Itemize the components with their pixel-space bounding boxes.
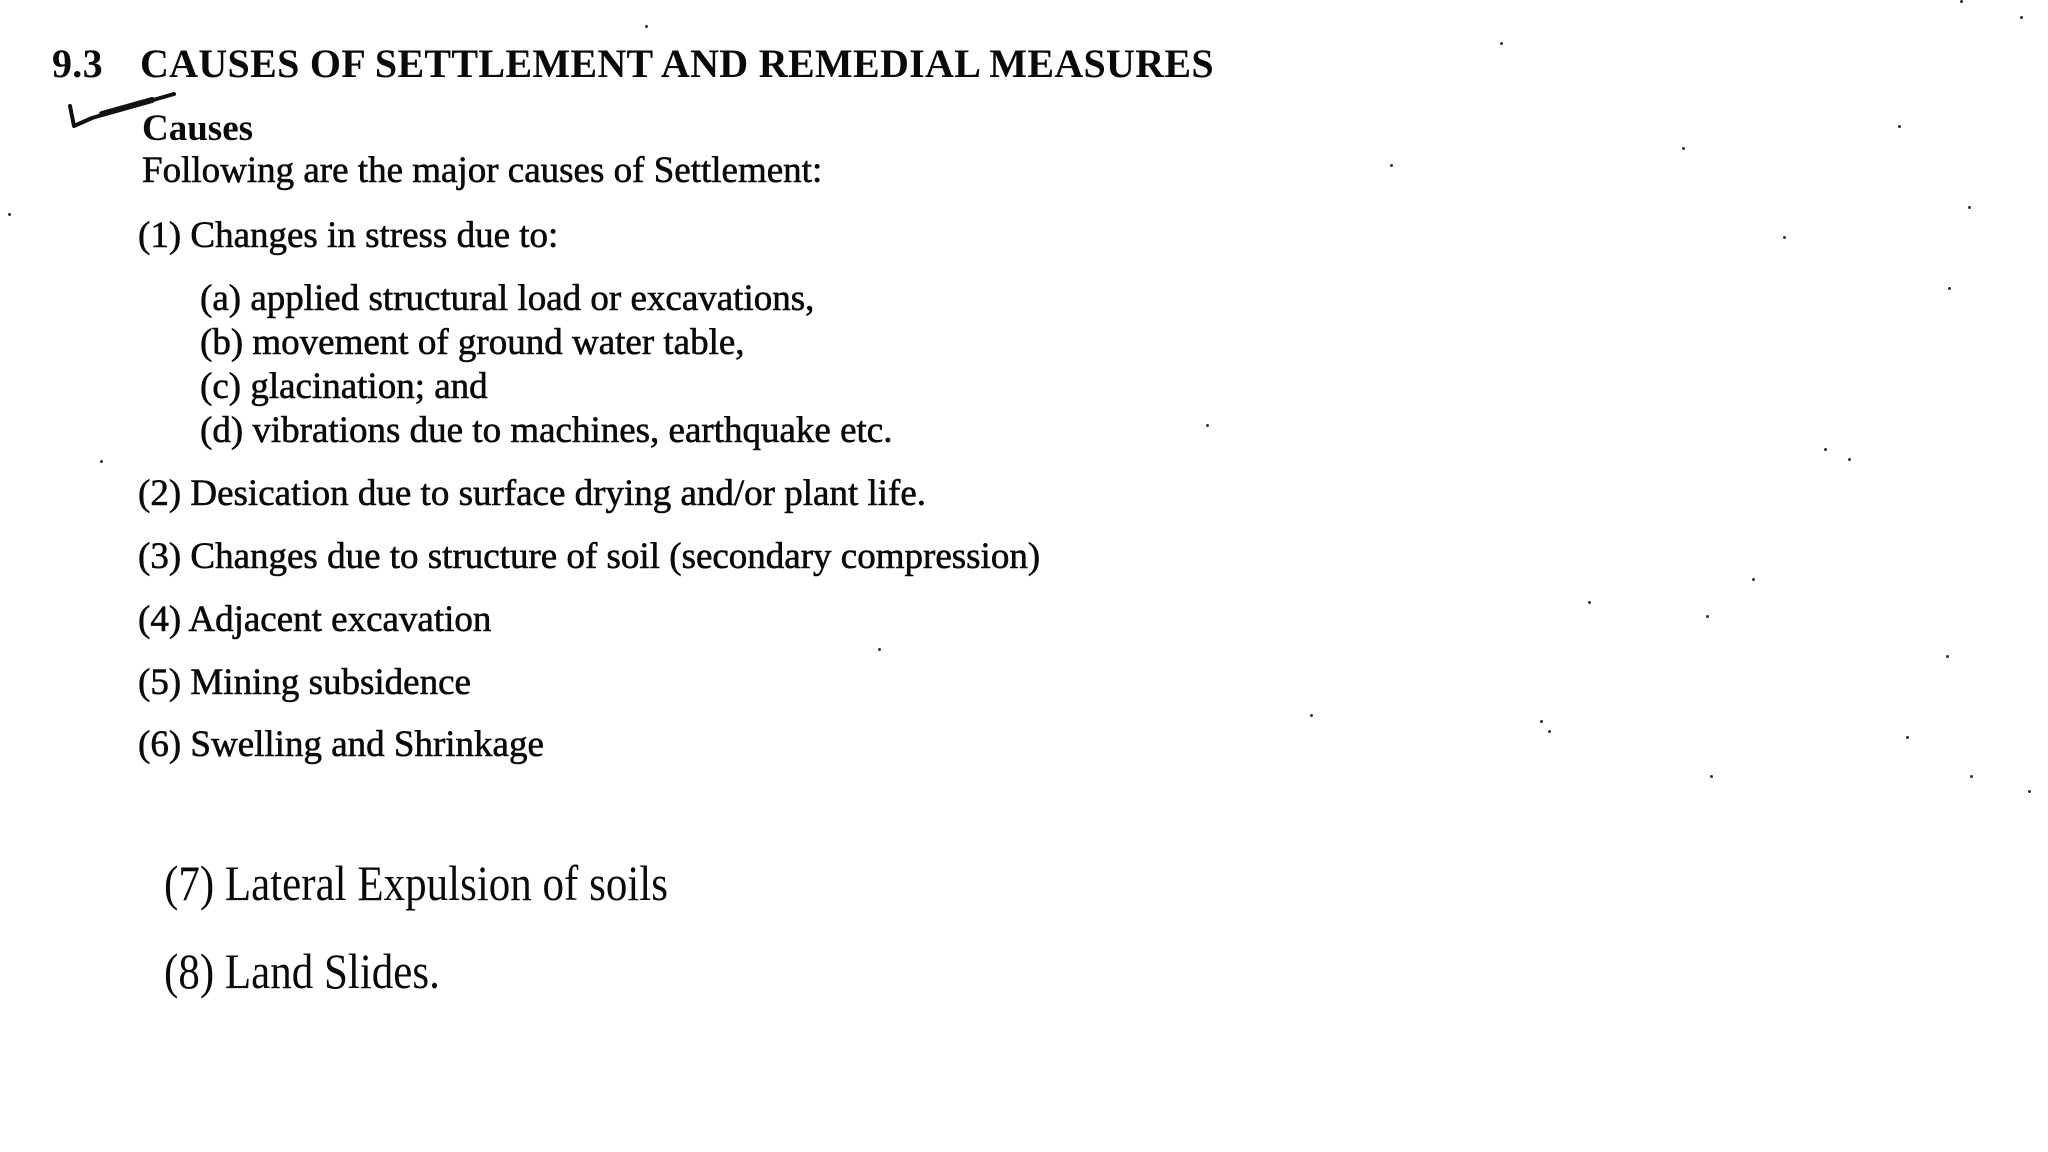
scan-speck (878, 648, 881, 651)
scan-speck (1682, 147, 1685, 150)
scan-speck (1588, 601, 1591, 604)
section-title: CAUSES OF SETTLEMENT AND REMEDIAL MEASURES (140, 41, 1214, 86)
scan-speck (1206, 424, 1209, 427)
scan-speck (1946, 655, 1949, 658)
cause-item-6: (6) Swelling and Shrinkage (138, 724, 544, 765)
scan-speck (1783, 236, 1786, 239)
scan-speck (1848, 458, 1851, 461)
scan-speck (1968, 206, 1971, 209)
scan-speck (8, 213, 11, 216)
cause-item-4: (4) Adjacent excavation (138, 599, 492, 640)
section-number: 9.3 (52, 41, 103, 86)
scan-speck (1970, 775, 1973, 778)
cause-subitem-b: (b) movement of ground water table, (200, 322, 745, 363)
scan-speck (1960, 0, 1963, 3)
cause-subitem-c: (c) glacination; and (200, 366, 488, 407)
scan-speck (1906, 736, 1909, 739)
scan-speck (1540, 720, 1543, 723)
scan-speck (1898, 125, 1901, 128)
scan-speck (1310, 714, 1313, 717)
cause-item-5: (5) Mining subsidence (138, 662, 471, 703)
scan-speck (645, 25, 648, 28)
scan-speck (1710, 775, 1713, 778)
scan-speck (2020, 16, 2023, 19)
cause-item-3: (3) Changes due to structure of soil (secondary compression) (138, 536, 1041, 577)
cause-item-7: (7) Lateral Expulsion of soils (164, 855, 668, 911)
scan-speck (100, 460, 103, 463)
section-heading (52, 41, 1214, 86)
intro-text: Following are the major causes of Settlement: (142, 150, 823, 191)
cause-item-8: (8) Land Slides. (164, 943, 440, 999)
scan-speck (1548, 730, 1551, 733)
scan-speck (1752, 578, 1755, 581)
cause-subitem-a: (a) applied structural load or excavations, (200, 278, 815, 319)
cause-item-2: (2) Desication due to surface drying and/or plant life. (138, 473, 927, 514)
scan-speck (1948, 287, 1951, 290)
scan-speck (1390, 164, 1393, 167)
scan-speck (1824, 448, 1827, 451)
cause-item-1: (1) Changes in stress due to: (138, 215, 559, 256)
scan-speck (1500, 42, 1503, 45)
subheading-causes: Causes (142, 108, 254, 149)
scan-speck (1706, 615, 1709, 618)
scan-speck (2028, 790, 2031, 793)
cause-subitem-d: (d) vibrations due to machines, earthquake etc. (200, 410, 893, 451)
